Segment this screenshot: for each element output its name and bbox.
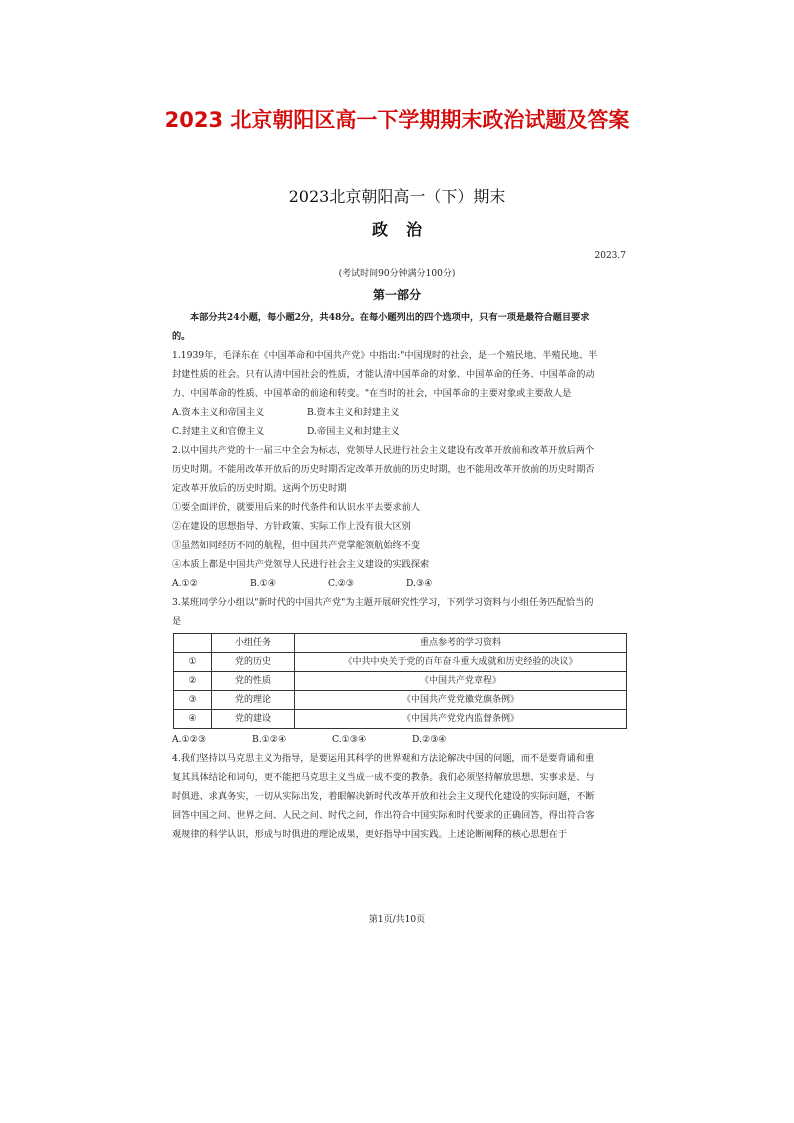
question-1-line: 1.1939年，毛泽东在《中国革命和中国共产党》中指出:"中国现时的社会，是一个殖民地、半殖民地、半: [172, 350, 598, 361]
option-b: B.①②④: [252, 734, 287, 745]
question-3-options-row: [172, 730, 628, 749]
option-d: D.②③④: [412, 734, 447, 745]
document-banner-title: 2023 北京朝阳区高一下学期期末政治试题及答案: [164, 108, 630, 132]
option-b: B.①④: [250, 578, 277, 589]
question-3-line: 3.某班同学分小组以"新时代的中国共产党"为主题开展研究性学习，下列学习资料与小组任务匹配恰当的: [172, 597, 594, 608]
question-4-line: 观规律的科学认识，形成与时俱进的理论成果，更好指导中国实践。上述论断阐释的核心思想在于: [172, 829, 568, 840]
question-4-line: 时俱进、求真务实，一切从实际出发，着眼解决新时代改革开放和社会主义现代化建设的实际问题，不断: [172, 791, 595, 802]
table-cell: ④: [174, 710, 212, 729]
table-row: [174, 672, 627, 691]
table-cell: 党的理论: [212, 691, 295, 710]
question-body: [172, 308, 628, 844]
question-1-options-row: [172, 403, 628, 422]
intro-line: 的。: [172, 331, 191, 342]
table-cell: 党的历史: [212, 653, 295, 672]
table-row: [174, 691, 627, 710]
question-2-line: 历史时期。不能用改革开放后的历史时期否定改革开放前的历史时期，也不能用改革开放前的历史时期否: [172, 464, 595, 475]
option-a: A.资本主义和帝国主义: [172, 407, 265, 418]
question-2-line: 定改革开放后的历史时期。这两个历史时期: [172, 483, 347, 494]
option-b: B.资本主义和封建主义: [307, 407, 400, 418]
table-cell: 《中国共产党党内监督条例》: [295, 710, 627, 729]
exam-title: 2023北京朝阳高一（下）期末: [288, 187, 506, 206]
table-header-row: [174, 634, 627, 653]
option-d: D.③④: [406, 578, 433, 589]
subject-title: 政治: [371, 220, 440, 239]
exam-date: 2023.7: [594, 251, 626, 261]
question-4-line: 复其具体结论和词句，更不能把马克思主义当成一成不变的教条。我们必须坚持解放思想、实事求是、与: [172, 772, 595, 783]
question-2-line: 2.以中国共产党的十一届三中全会为标志，党领导人民进行社会主义建设有改革开放前和改革开放后两个: [172, 445, 595, 456]
table-cell: ②: [174, 672, 212, 691]
table-cell: 《中国共产党党徽党旗条例》: [295, 691, 627, 710]
option-c: C.②③: [328, 578, 355, 589]
part-title: 第一部分: [372, 288, 421, 302]
question-1-line: 力、中国革命的性质、中国革命的前途和转变。"在当时的社会，中国革命的主要对象或主要敌人是: [172, 388, 572, 399]
table-cell: 《中共中央关于党的百年奋斗重大成就和历史经验的决议》: [295, 653, 627, 672]
table-row: [174, 710, 627, 729]
question-4-line: 4.我们坚持以马克思主义为指导，是要运用其科学的世界观和方法论解决中国的问题，而不是要背诵和重: [172, 753, 595, 764]
study-materials-table: [173, 633, 627, 729]
option-c: C.封建主义和官僚主义: [172, 426, 265, 437]
question-1-options-row: [172, 422, 628, 441]
table-row: [174, 653, 627, 672]
exam-info: (考试时间90分钟满分100分): [338, 269, 456, 279]
table-cell: 《中国共产党章程》: [295, 672, 627, 691]
table-cell: 党的性质: [212, 672, 295, 691]
question-3-line: 是: [172, 616, 182, 627]
question-4-line: 回答中国之问、世界之问、人民之问、时代之问，作出符合中国实际和时代要求的正确回答，得出符合客: [172, 810, 595, 821]
table-header-cell: 小组任务: [212, 634, 295, 653]
table-header-cell: [174, 634, 212, 653]
question-2-options-row: [172, 574, 628, 593]
statement-3: ③虽然如同经历不同的航程，但中国共产党掌舵领航始终不变: [172, 540, 421, 551]
option-a: A.①②: [172, 578, 199, 589]
question-1-line: 封建性质的社会。只有认清中国社会的性质，才能认清中国革命的对象、中国革命的任务、中国革命的动: [172, 369, 595, 380]
table-cell: ①: [174, 653, 212, 672]
table-header-cell: 重点参考的学习资料: [295, 634, 627, 653]
option-d: D.帝国主义和封建主义: [307, 426, 400, 437]
option-a: A.①②③: [172, 734, 207, 745]
statement-4: ④本质上都是中国共产党领导人民进行社会主义建设的实践探索: [172, 559, 430, 570]
table-cell: ③: [174, 691, 212, 710]
statement-1: ①要全面评价，就要用后来的时代条件和认识水平去要求前人: [172, 502, 421, 513]
table-cell: 党的建设: [212, 710, 295, 729]
statement-2: ②在建设的思想指导、方针政策、实际工作上没有很大区别: [172, 521, 411, 532]
intro-line: 本部分共24小题，每小题2分，共48分。在每小题列出的四个选项中，只有一项是最符合题目要求: [190, 312, 590, 323]
option-c: C.①③④: [332, 734, 367, 745]
page-number: 第1页/共10页: [368, 915, 426, 925]
